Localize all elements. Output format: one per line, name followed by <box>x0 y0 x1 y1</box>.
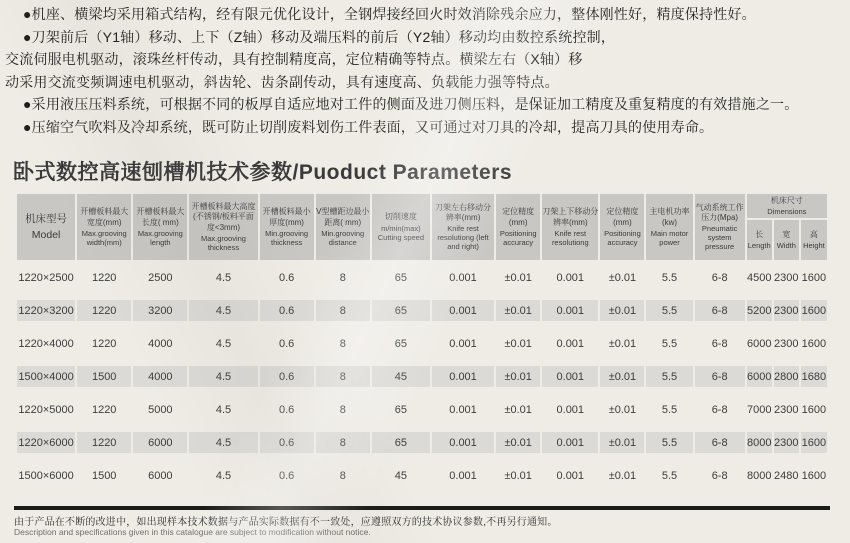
table-cell: 0.001 <box>449 403 477 416</box>
table-cell: 1600 <box>801 403 827 416</box>
table-row <box>17 427 827 458</box>
column-header-cutting-speed: 切削速度 m/min(max) Cutting speed <box>372 194 430 260</box>
table-cell: 1220×2500 <box>18 271 74 284</box>
table-cell: 65 <box>394 403 407 416</box>
column-header-pneumatic-pressure: 气动系统工作压力(Mpa) Pneumatic system pressure <box>695 194 745 260</box>
table-cell: 8 <box>316 295 370 326</box>
table-cell: 8 <box>316 361 370 392</box>
table-cell: 4.5 <box>189 295 257 326</box>
table-cell: 1220 <box>91 337 117 350</box>
table-cell: 6-8 <box>695 361 745 392</box>
table-cell: ±0.01 <box>608 403 637 416</box>
table-cell: 4.5 <box>215 271 232 284</box>
table-cell: 8 <box>316 427 370 458</box>
column-header-knife-ud-resolution: 刀架上下移动分辨率(mm) Knife rest resolutiong <box>542 194 598 260</box>
footer-note-zh: 由于产品在不断的改进中，如出现样本技术数据与产品实际数据有不一致处，应遵照双方的技术协议参数,不再另行通知。 <box>14 517 558 528</box>
table-cell: 1220×6000 <box>17 427 75 458</box>
table-cell: 5.5 <box>646 427 692 458</box>
table-cell: 6-8 <box>695 295 745 326</box>
feature-bullet-continuation: 交流伺服电机驱动，滚珠丝杆传动，具有控制精度高，定位精确等特点。横梁左右（X轴）移 <box>5 51 583 67</box>
feature-bullet-continuation: 动采用交流变频调速电机驱动，斜齿轮、齿条副传动，具有速度高、负载能力强等特点。 <box>5 73 559 90</box>
column-header-positioning-accuracy-1: 定位精度(mm) Positioning accuracy <box>496 194 540 260</box>
column-header-length: 长 Length <box>747 220 772 260</box>
table-cell: 0.001 <box>542 361 598 392</box>
column-header-min-distance: V型槽距边最小距离( mm) Min.grooving distance <box>316 194 370 260</box>
table-row <box>17 295 827 326</box>
table-cell: ±0.01 <box>496 295 540 326</box>
table-cell: ±0.01 <box>504 469 532 482</box>
table-cell: 0.001 <box>432 361 494 392</box>
table-cell: 0.001 <box>449 469 477 482</box>
table-cell: ±0.01 <box>600 427 644 458</box>
table-cell: ±0.01 <box>504 337 532 350</box>
table-cell: 5.5 <box>661 271 678 284</box>
table-cell: ±0.01 <box>600 295 644 326</box>
column-header-min-thickness: 开槽板料最小厚度(mm) Min.grooving thickness <box>260 194 314 260</box>
table-cell: 6000 <box>133 427 187 458</box>
table-cell: 6000 <box>747 361 772 392</box>
table-cell: 2480 <box>774 469 799 482</box>
table-cell: 0.001 <box>556 403 585 416</box>
column-header-max-thickness: 开槽板料最大高度(不锈钢/板料平面度<3mm) Max.grooving thickness <box>189 194 257 260</box>
table-row <box>17 361 827 392</box>
table-cell: 0.001 <box>449 271 477 284</box>
table-cell: 6-8 <box>711 403 728 416</box>
table-cell: 2800 <box>774 361 799 392</box>
table-cell: 4.5 <box>189 361 257 392</box>
table-cell: 5.5 <box>646 361 692 392</box>
table-cell: 1220 <box>77 295 131 326</box>
table-cell: 6-8 <box>711 271 728 284</box>
feature-bullet: ●采用液压压料系统，可根据不同的板厚自适应地对工件的侧面及进刀侧压料，是保证加工精度及重复精度的有效措施之一。 <box>23 96 799 112</box>
table-cell: 2300 <box>774 295 799 326</box>
table-row <box>17 460 827 491</box>
table-cell: 0.6 <box>260 295 314 326</box>
table-cell: 0.001 <box>556 271 585 284</box>
table-cell: 1220 <box>91 271 117 284</box>
table-cell: 8 <box>339 469 346 482</box>
table-cell: 8 <box>339 403 346 416</box>
table-cell: 0.6 <box>278 403 295 416</box>
table-row <box>17 394 827 425</box>
feature-bullet: ●机座、横梁均采用箱式结构，经有限元优化设计，全钢焊接经回火时效消除残余应力，整体刚性好，精度保持性好。 <box>23 6 756 22</box>
table-cell: 0.6 <box>278 469 295 482</box>
column-header-motor-power: 主电机功率(kw) Main motor power <box>646 194 692 260</box>
table-cell: ±0.01 <box>496 361 540 392</box>
column-header-height: 高 Height <box>801 220 827 260</box>
table-cell: 4.5 <box>215 337 232 350</box>
table-cell: 1220 <box>77 427 131 458</box>
table-cell: 2500 <box>148 271 173 284</box>
table-cell: 1600 <box>801 337 827 350</box>
table-cell: 7000 <box>746 403 772 416</box>
column-header-model: 机床型号 Model <box>17 194 75 260</box>
column-header-width: 宽 Width <box>774 220 799 260</box>
table-cell: 65 <box>372 295 430 326</box>
table-cell: 0.001 <box>432 295 494 326</box>
column-header-dimensions-group: 机床尺寸 Dimensions <box>747 194 827 218</box>
feature-list <box>0 3 850 138</box>
feature-bullet: ●刀架前后（Y1轴）移动、上下（Z轴）移动及端压料的前后（Y2轴）移动均由数控系统控制， <box>23 28 616 45</box>
table-cell: 8 <box>339 271 346 284</box>
table-row <box>17 328 827 359</box>
page-title: 卧式数控高速刨槽机技术参数/Puoduct Parameters <box>13 161 513 184</box>
column-header-max-width: 开槽板料最大宽度(mm) Max.grooving width(mm) <box>77 194 131 260</box>
table-cell: 0.001 <box>556 469 585 482</box>
table-cell: 8000 <box>747 427 772 458</box>
table-cell: 5000 <box>148 403 173 416</box>
table-cell: 0.6 <box>260 361 314 392</box>
table-cell: 1600 <box>801 295 827 326</box>
table-cell: 1220×5000 <box>18 403 74 416</box>
column-header-positioning-accuracy-2: 定位精度(mm) Positioning accuracy <box>600 194 644 260</box>
table-cell: 6000 <box>746 337 772 350</box>
table-row <box>17 262 827 293</box>
table-cell: 4000 <box>133 361 187 392</box>
table-cell: 4500 <box>746 271 772 284</box>
table-cell: 1680 <box>801 361 827 392</box>
table-cell: 1220×4000 <box>18 337 74 350</box>
table-cell: 8 <box>339 337 346 350</box>
table-cell: 1600 <box>801 271 827 284</box>
table-cell: 1220 <box>91 403 117 416</box>
table-cell: 6-8 <box>695 427 745 458</box>
table-cell: ±0.01 <box>504 271 532 284</box>
feature-bullet: ●压缩空气吹料及冷却系统，既可防止切削废料划伤工件表面，又可通过对刀具的冷却，提高刀具的使用寿命。 <box>23 118 714 135</box>
table-cell: 0.6 <box>260 427 314 458</box>
table-cell: 2300 <box>774 271 799 284</box>
specs-table <box>15 192 829 493</box>
table-cell: 1500 <box>91 469 117 482</box>
table-cell: 0.001 <box>542 427 598 458</box>
table-cell: ±0.01 <box>608 271 637 284</box>
table-cell: 1500×6000 <box>18 469 74 482</box>
table-cell: 6-8 <box>711 337 728 350</box>
table-cell: 65 <box>394 337 407 350</box>
table-cell: 8000 <box>746 469 772 482</box>
table-cell: 0.6 <box>278 271 295 284</box>
table-cell: 0.6 <box>278 337 295 350</box>
table-cell: ±0.01 <box>608 337 637 350</box>
table-cell: 1600 <box>801 427 827 458</box>
table-cell: 1600 <box>801 469 827 482</box>
table-cell: 2300 <box>774 427 799 458</box>
table-cell: 2300 <box>774 403 799 416</box>
table-cell: 2300 <box>774 337 799 350</box>
table-cell: 45 <box>394 469 407 482</box>
table-cell: 65 <box>372 427 430 458</box>
table-cell: ±0.01 <box>496 427 540 458</box>
specs-table-head <box>17 194 827 260</box>
column-header-knife-lr-resolution: 刀架左右移动分辨率(mm) Knife rest resolutiong (left and right) <box>432 194 494 260</box>
table-cell: 4.5 <box>215 403 232 416</box>
table-cell: 1220×3200 <box>17 295 75 326</box>
table-cell: 5.5 <box>661 337 678 350</box>
table-cell: 0.001 <box>556 337 585 350</box>
divider-line <box>14 506 830 510</box>
table-cell: 6000 <box>148 469 173 482</box>
table-cell: 5200 <box>747 295 772 326</box>
table-cell: 4.5 <box>189 427 257 458</box>
table-cell: 4000 <box>148 337 173 350</box>
table-cell: 1500×4000 <box>17 361 75 392</box>
table-cell: 5.5 <box>646 295 692 326</box>
table-cell: 5.5 <box>661 469 678 482</box>
table-cell: 45 <box>372 361 430 392</box>
table-cell: 0.001 <box>432 427 494 458</box>
column-header-max-length: 开槽板料最大长度( mm) Max.grooving length <box>133 194 187 260</box>
table-cell: 5.5 <box>661 403 678 416</box>
table-cell: ±0.01 <box>600 361 644 392</box>
table-cell: 1500 <box>77 361 131 392</box>
footer-note-en: Description and specifications given in this catalogue are subject to modification without notice. <box>14 527 371 537</box>
table-cell: 6-8 <box>711 469 728 482</box>
table-cell: ±0.01 <box>504 403 532 416</box>
table-cell: 0.001 <box>449 337 477 350</box>
table-cell: 65 <box>394 271 407 284</box>
table-cell: 0.001 <box>542 295 598 326</box>
specs-table-body <box>17 262 827 491</box>
table-cell: 4.5 <box>215 469 232 482</box>
table-cell: ±0.01 <box>608 469 637 482</box>
table-cell: 3200 <box>133 295 187 326</box>
